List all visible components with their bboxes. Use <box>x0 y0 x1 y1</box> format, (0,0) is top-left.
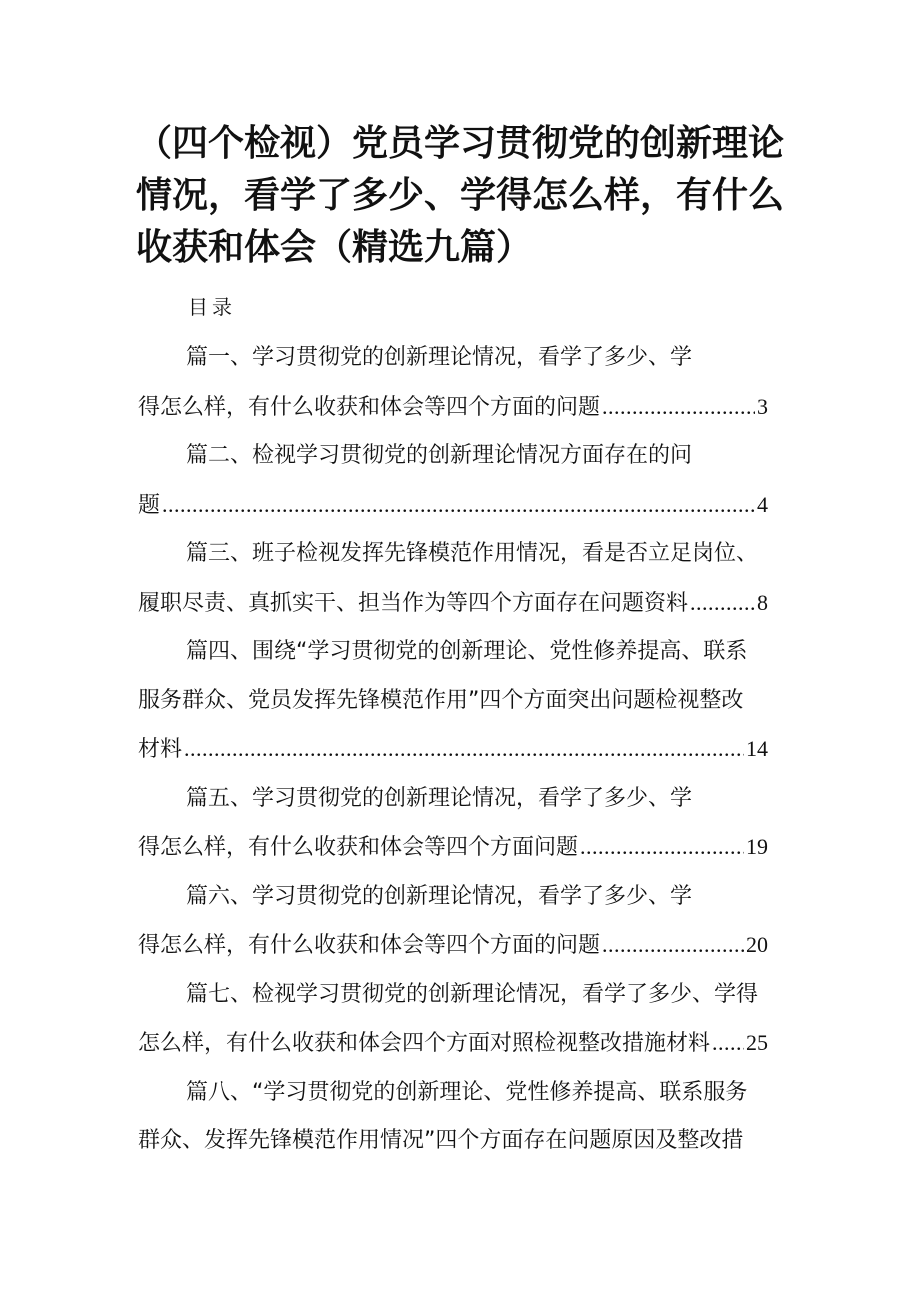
toc-page-number: 3 <box>757 393 768 419</box>
toc-leader-dots <box>184 725 744 774</box>
toc-page-number: 8 <box>757 589 768 615</box>
document-title: （四个检视）党员学习贯彻党的创新理论情况，看学了多少、学得怎么样，有什么收获和体会（精选九篇） <box>136 123 785 268</box>
table-of-contents <box>138 334 788 1166</box>
toc-page-number: 20 <box>746 932 768 957</box>
toc-entry-text: 群众、发挥先锋模范作用情况”四个方面存在问题原因及整改措 <box>138 1128 744 1153</box>
toc-entry-text: 材料 <box>138 737 183 762</box>
toc-entry-text: 篇一、学习贯彻党的创新理论情况，看学了多少、学 <box>186 345 693 370</box>
toc-entry-text: 得怎么样，有什么收获和体会等四个方面问题 <box>138 835 579 860</box>
toc-entry-2[interactable] <box>138 432 788 530</box>
toc-entry-text: 篇六、学习贯彻党的创新理论情况，看学了多少、学 <box>186 883 693 909</box>
toc-page-number: 14 <box>746 736 768 761</box>
toc-entry-text: 服务群众、党员发挥先锋模范作用”四个方面突出问题检视整改 <box>138 687 744 713</box>
toc-entry-text: 篇三、班子检视发挥先锋模范作用情况，看是否立足岗位、 <box>186 541 759 566</box>
toc-leader-dots <box>712 1019 744 1068</box>
toc-entry-text: 得怎么样，有什么收获和体会等四个方面的问题 <box>138 394 601 420</box>
toc-entry-text: 篇五、学习贯彻党的创新理论情况，看学了多少、学 <box>186 785 693 811</box>
toc-leader-dots <box>580 823 744 872</box>
toc-entry-1[interactable] <box>138 334 788 432</box>
toc-page-number: 4 <box>757 491 768 517</box>
toc-page-number: 19 <box>746 834 768 859</box>
toc-leader-dots <box>602 921 744 970</box>
toc-entry-4[interactable] <box>138 628 788 775</box>
toc-leader-dots <box>690 579 755 628</box>
toc-leader-dots <box>602 383 755 432</box>
toc-leader-dots <box>162 481 755 530</box>
toc-entry-3[interactable] <box>138 530 788 628</box>
toc-entry-6[interactable] <box>138 873 788 971</box>
toc-entry-text: 篇八、“学习贯彻党的创新理论、党性修养提高、联系服务 <box>186 1079 748 1105</box>
toc-entry-text: 篇二、检视学习贯彻党的创新理论情况方面存在的问 <box>186 443 693 468</box>
toc-entry-text: 得怎么样，有什么收获和体会等四个方面的问题 <box>138 933 601 958</box>
toc-entry-7[interactable] <box>138 971 788 1069</box>
toc-entry-text: 怎么样，有什么收获和体会四个方面对照检视整改措施材料 <box>138 1031 711 1056</box>
toc-entry-8[interactable] <box>138 1069 788 1166</box>
toc-entry-text: 篇四、围绕“学习贯彻党的创新理论、党性修养提高、联系 <box>186 639 748 664</box>
toc-entry-text: 篇七、检视学习贯彻党的创新理论情况，看学了多少、学得 <box>186 981 759 1007</box>
toc-entry-text: 履职尽责、真抓实干、担当作为等四个方面存在问题资料 <box>138 590 689 616</box>
toc-heading: 目录 <box>188 295 236 319</box>
toc-entry-text: 题 <box>138 492 161 518</box>
toc-page-number: 25 <box>746 1030 768 1055</box>
toc-entry-5[interactable] <box>138 775 788 873</box>
